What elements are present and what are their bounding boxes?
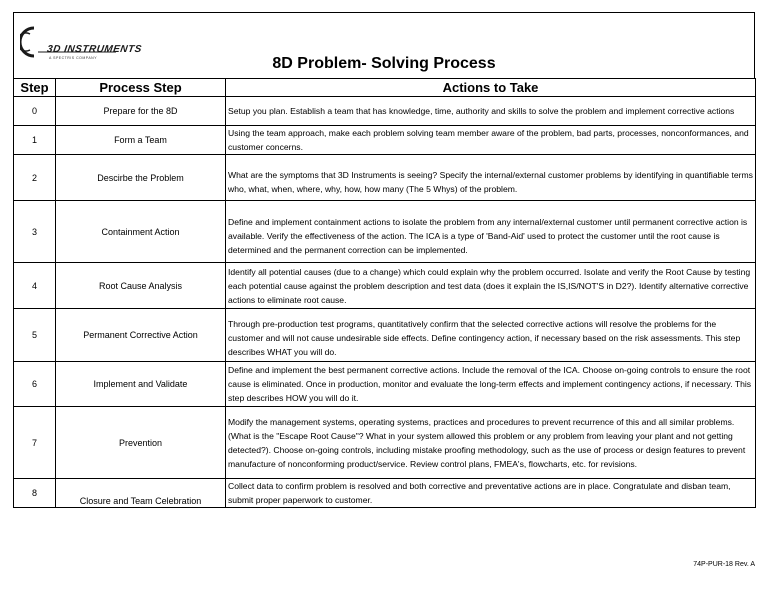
table-row — [14, 407, 756, 479]
header-step: Step — [14, 79, 56, 97]
action-text: Setup you plan. Establish a team that has knowledge, time, authority and skills to solve the problem and implement corrective actions — [226, 97, 756, 126]
process-step-name: Closure and Team Celebration — [56, 479, 226, 508]
step-number: 1 — [14, 126, 56, 155]
table-row — [14, 126, 756, 155]
step-number: 0 — [14, 97, 56, 126]
step-number: 5 — [14, 309, 56, 362]
step-number: 3 — [14, 201, 56, 263]
process-step-name: Prevention — [56, 407, 226, 479]
action-text: Identify all potential causes (due to a change) which could explain why the problem occurred. Isolate and verify the Root Cause by testing each potential cause against the problem description and test data (does it explain the IS,IS/NOT'S in D2?). Identify alternative corrective actions to eliminate root cause. — [226, 263, 756, 309]
header-process-step: Process Step — [56, 79, 226, 97]
step-number: 6 — [14, 362, 56, 407]
logo-text: 3D INSTRUMENTS — [46, 44, 143, 55]
action-text: Modify the management systems, operating systems, practices and procedures to prevent recurrence of this and all similar problems. (What is the "Escape Root Cause"? What in your system allowed this problem or any problem from leaving your plant and not getting detected?). Choose on-going controls, including mistake proofing methodology, such as the use of process or design features to prevent manufacture of nonconforming product/service. Review control plans, FMEA's, flowcharts, etc. for revisions. — [226, 407, 756, 479]
process-step-name: Root Cause Analysis — [56, 263, 226, 309]
table-row — [14, 155, 756, 201]
table-row — [14, 201, 756, 263]
action-text: Define and implement the best permanent corrective actions. Include the removal of the ICA. Choose on-going controls to ensure the root cause is eliminated. Once in production, monitor and evaluate the long-term effects and implement contingency actions, if necessary. This step describes HOW you will do it. — [226, 362, 756, 407]
action-text: Collect data to confirm problem is resolved and both corrective and preventative actions are in place. Congratulate and disban team, submit proper paperwork to customer. — [226, 479, 756, 508]
process-step-name: Containment Action — [56, 201, 226, 263]
process-step-name: Descirbe the Problem — [56, 155, 226, 201]
table-row — [14, 97, 756, 126]
action-text: What are the symptoms that 3D Instruments is seeing? Specify the internal/external customer problems by identifying in quantifiable terms who, what, when, where, why, how, how many (The 5 Whys) of the problem. — [226, 155, 756, 201]
logo-subtext: A SPECTRIS COMPANY — [49, 56, 98, 60]
table-row — [14, 309, 756, 362]
table-row — [14, 362, 756, 407]
step-number: 4 — [14, 263, 56, 309]
process-step-name: Permanent Corrective Action — [56, 309, 226, 362]
table-row — [14, 479, 756, 508]
process-step-name: Implement and Validate — [56, 362, 226, 407]
header-actions: Actions to Take — [226, 79, 756, 97]
step-number: 8 — [14, 479, 56, 508]
action-text: Through pre-production test programs, quantitatively confirm that the selected corrective actions will resolve the problems for the customer and will not cause undesirable side effects. Define contingency action, if necessary based on the risk assessments. This step describes WHAT you will do. — [226, 309, 756, 362]
document-id: 74P-PUR-18 Rev. A — [693, 561, 755, 568]
step-number: 7 — [14, 407, 56, 479]
step-number: 2 — [14, 155, 56, 201]
page-title: 8D Problem- Solving Process — [272, 55, 496, 72]
action-text: Define and implement containment actions to isolate the problem from any internal/external customer until permanent corrective action is available. Verify the effectiveness of the action. The ICA is a type of 'Band-Aid' used to protect the customer until the root cause is determined and the permanent correction can be implemented. — [226, 201, 756, 263]
table-header-row — [14, 79, 756, 97]
action-text: Using the team approach, make each problem solving team member aware of the problem, bad parts, processes, nonconformances, and customer concerns. — [226, 126, 756, 155]
process-step-name: Form a Team — [56, 126, 226, 155]
table-row — [14, 263, 756, 309]
process-step-name: Prepare for the 8D — [56, 97, 226, 126]
process-table — [13, 78, 756, 508]
